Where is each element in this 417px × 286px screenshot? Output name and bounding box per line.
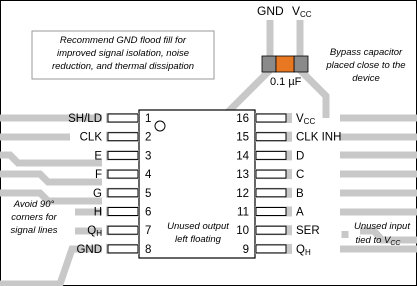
pin-number-7: 7 [145, 225, 152, 238]
pin-number-3: 3 [145, 150, 152, 163]
pin-label-6: H [93, 206, 102, 219]
right-pad-14 [256, 151, 286, 159]
pin-label-9: QH [296, 243, 311, 257]
capacitor-value-label: 0.1 µF [270, 76, 302, 88]
cap-pad-left [262, 56, 276, 72]
top-gnd-label: GND [257, 4, 284, 18]
cap-pad-right [294, 56, 308, 72]
pin-label-14: D [296, 150, 305, 163]
left-pad-3 [108, 151, 138, 159]
bypass-note-line2: placed close to the [326, 60, 406, 71]
pin-number-14: 14 [236, 150, 249, 163]
right-pad-10 [256, 226, 286, 234]
pin-number-13: 13 [236, 169, 249, 182]
pin-number-4: 4 [145, 169, 152, 182]
pin-label-15: CLK INH [296, 131, 342, 144]
left-pad-7 [108, 226, 138, 234]
bypass-note-line1: Bypass capacitor [329, 47, 403, 58]
right-pad-9 [256, 245, 286, 253]
pin-label-1: SH/LD [68, 113, 102, 125]
pin-label-10: SER [296, 225, 320, 238]
pin-label-11: A [296, 206, 304, 219]
top-vcc-label: VCC [292, 4, 312, 19]
pin-label-8: GND [76, 243, 102, 256]
pin-number-16: 16 [236, 113, 249, 125]
pin-number-6: 6 [145, 206, 152, 219]
pin-number-9: 9 [242, 243, 249, 256]
pin-number-1: 1 [145, 113, 152, 125]
pin-number-10: 10 [236, 225, 249, 238]
left-pad-2 [108, 133, 138, 141]
right-pad-11 [256, 208, 286, 216]
pin-number-11: 11 [237, 206, 249, 219]
flood-note-line1: Recommend GND flood fill for [59, 35, 187, 46]
pin-number-12: 12 [236, 187, 249, 200]
unused-input-note-line1: Unused input [354, 221, 410, 232]
corner-note-line3: signal lines [10, 225, 58, 236]
right-pad-12 [256, 189, 286, 197]
pin-number-8: 8 [145, 243, 152, 256]
pin-label-16: VCC [296, 113, 316, 126]
pin-label-4: F [94, 169, 102, 182]
corner-note-line2: corners for [11, 212, 57, 223]
left-pad-1 [108, 114, 138, 122]
left-pad-6 [108, 208, 138, 216]
flood-note-line3: reduction, and thermal dissipation [51, 61, 195, 72]
pin-label-12: B [296, 187, 304, 200]
pin-label-3: E [94, 150, 102, 163]
unused-input-note-line2: tied to $V_{CC}$ [355, 235, 401, 247]
corner-note-line1: Avoid 90° [13, 199, 55, 210]
pin-number-5: 5 [145, 187, 152, 200]
pin-label-13: C [296, 169, 305, 182]
trace-pin3 [0, 155, 102, 163]
pin-label-7: QH [87, 225, 102, 239]
pin-label-5: G [93, 187, 102, 200]
left-pad-8 [108, 245, 138, 253]
unused-output-note-line1: Unused output [167, 221, 229, 232]
left-pad-4 [108, 170, 138, 178]
trace-pin4 [0, 174, 102, 182]
unused-output-note-line2: left floating [175, 234, 221, 245]
right-pad-15 [256, 133, 286, 141]
right-pad-13 [256, 170, 286, 178]
cap-body [276, 56, 294, 72]
bypass-note-line3: device [352, 73, 380, 84]
pin1-marker [155, 121, 165, 131]
pin-number-15: 15 [236, 131, 249, 144]
flood-note-line2: improved signal isolation, noise [56, 48, 190, 59]
pin-number-2: 2 [145, 131, 152, 144]
right-pad-16 [256, 114, 286, 122]
vcc-cap-trace [300, 70, 326, 118]
bypass-capacitor [262, 56, 308, 72]
left-pad-5 [108, 189, 138, 197]
pin-label-2: CLK [79, 131, 102, 144]
